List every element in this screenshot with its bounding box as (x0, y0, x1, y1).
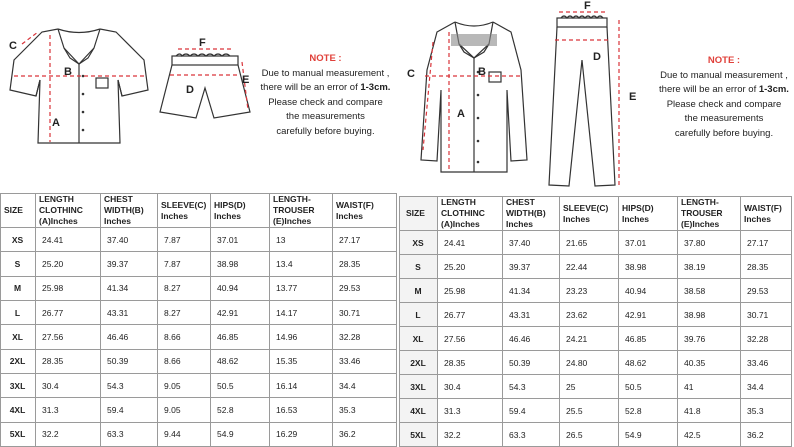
cell-trouser: 41.8 (678, 399, 741, 423)
header-sleeve: SLEEVE(C) Inches (158, 194, 211, 228)
header-hips: HIPS(D) Inches (619, 197, 678, 231)
header-trouser: LENGTH-TROUSER (E)Inches (270, 194, 333, 228)
cell-size: 3XL (1, 373, 36, 397)
note-line-2: there will be an error of 1-3cm. (260, 82, 391, 93)
long-sleeve-shirt-drawing (421, 22, 527, 172)
cell-trouser: 16.29 (270, 422, 333, 446)
cell-waist: 30.71 (333, 300, 397, 324)
short-sleeve-shirt-drawing (10, 29, 148, 143)
cell-hips: 48.62 (619, 351, 678, 375)
cell-sleeve: 26.5 (560, 423, 619, 447)
label-c: C (407, 68, 415, 80)
long-shirt-buttons (477, 71, 480, 164)
cell-waist: 34.4 (741, 375, 792, 399)
table-row (400, 255, 792, 279)
label-f: F (584, 0, 591, 12)
cell-sleeve: 8.27 (158, 276, 211, 300)
cell-size: 4XL (400, 399, 438, 423)
cell-length: 25.20 (438, 255, 503, 279)
cell-waist: 28.35 (333, 252, 397, 276)
header-size: SIZE (1, 194, 36, 228)
cell-waist: 33.46 (741, 351, 792, 375)
header-chest: CHEST WIDTH(B) Inches (503, 197, 560, 231)
header-sleeve: SLEEVE(C) Inches (560, 197, 619, 231)
cell-hips: 42.91 (211, 300, 270, 324)
cell-size: 5XL (1, 422, 36, 446)
label-c: C (9, 40, 17, 52)
long-sleeve-size-table (399, 196, 792, 447)
cell-waist: 29.53 (333, 276, 397, 300)
table-row (400, 327, 792, 351)
table-header-row (1, 194, 397, 228)
size-rows (400, 231, 792, 447)
label-a: A (457, 108, 465, 120)
cell-sleeve: 9.05 (158, 398, 211, 422)
label-f: F (199, 37, 206, 49)
cell-length: 30.4 (438, 375, 503, 399)
cell-hips: 46.85 (211, 325, 270, 349)
header-length: LENGTH CLOTHINC (A)Inches (36, 194, 101, 228)
table-row (1, 276, 397, 300)
cell-length: 24.41 (438, 231, 503, 255)
cell-size: 4XL (1, 398, 36, 422)
cell-length: 32.2 (438, 423, 503, 447)
table-row (1, 300, 397, 324)
note-title: NOTE : (309, 53, 342, 64)
cell-trouser: 13 (270, 228, 333, 252)
cell-waist: 35.3 (741, 399, 792, 423)
shorts-drawing (160, 54, 250, 118)
label-a: A (52, 117, 60, 129)
cell-hips: 40.94 (211, 276, 270, 300)
cell-waist: 36.2 (333, 422, 397, 446)
cell-chest: 59.4 (101, 398, 158, 422)
table-row (1, 325, 397, 349)
label-e: E (242, 74, 250, 86)
trousers-measure-lines (555, 12, 619, 186)
cell-chest: 63.3 (101, 422, 158, 446)
cell-trouser: 15.35 (270, 349, 333, 373)
cell-chest: 43.31 (101, 300, 158, 324)
cell-trouser: 13.77 (270, 276, 333, 300)
cell-waist: 33.46 (333, 349, 397, 373)
note-line-5: carefully before buying. (674, 127, 774, 139)
cell-sleeve: 24.80 (560, 351, 619, 375)
cell-length: 28.35 (438, 351, 503, 375)
header-size: SIZE (400, 197, 438, 231)
table-header-row (400, 197, 792, 231)
table-row (1, 422, 397, 446)
cell-length: 24.41 (36, 228, 101, 252)
table-row (400, 231, 792, 255)
cell-sleeve: 7.87 (158, 228, 211, 252)
cell-chest: 43.31 (503, 303, 560, 327)
cell-trouser: 14.96 (270, 325, 333, 349)
cell-trouser: 13.4 (270, 252, 333, 276)
note-line-3: Please check and compare (268, 96, 383, 108)
label-b: B (478, 66, 486, 78)
cell-size: S (400, 255, 438, 279)
cell-waist: 27.17 (333, 228, 397, 252)
cell-sleeve: 23.62 (560, 303, 619, 327)
cell-sleeve: 8.27 (158, 300, 211, 324)
table-row (400, 351, 792, 375)
table-row (400, 375, 792, 399)
cell-length: 31.3 (36, 398, 101, 422)
cell-chest: 41.34 (503, 279, 560, 303)
cell-chest: 46.46 (101, 325, 158, 349)
header-chest: CHEST WIDTH(B) Inches (101, 194, 158, 228)
cell-chest: 37.40 (503, 231, 560, 255)
cell-size: 3XL (400, 375, 438, 399)
cell-chest: 54.3 (101, 373, 158, 397)
header-trouser: LENGTH-TROUSER (E)Inches (678, 197, 741, 231)
cell-chest: 39.37 (101, 252, 158, 276)
cell-length: 26.77 (36, 300, 101, 324)
label-e: E (629, 91, 637, 103)
cell-length: 26.77 (438, 303, 503, 327)
cell-length: 25.20 (36, 252, 101, 276)
cell-sleeve: 7.87 (158, 252, 211, 276)
note-line-2: there will be an error of 1-3cm. (659, 84, 789, 95)
cell-hips: 54.9 (211, 422, 270, 446)
note-line-3: Please check and compare (666, 98, 782, 110)
table-row (400, 279, 792, 303)
label-d: D (593, 51, 601, 63)
cell-chest: 50.39 (101, 349, 158, 373)
cell-hips: 37.01 (211, 228, 270, 252)
table-row (1, 252, 397, 276)
cell-trouser: 38.19 (678, 255, 741, 279)
cell-sleeve: 22.44 (560, 255, 619, 279)
cell-hips: 42.91 (619, 303, 678, 327)
cell-trouser: 16.14 (270, 373, 333, 397)
table-row (400, 423, 792, 447)
note-title: NOTE : (707, 55, 741, 66)
header-length: LENGTH CLOTHINC (A)Inches (438, 197, 503, 231)
cell-trouser: 37.80 (678, 231, 741, 255)
cell-hips: 50.5 (211, 373, 270, 397)
cell-length: 31.3 (438, 399, 503, 423)
cell-sleeve: 24.21 (560, 327, 619, 351)
table-row (1, 228, 397, 252)
cell-hips: 46.85 (619, 327, 678, 351)
shirt-buttons (82, 75, 85, 132)
measurement-note (655, 54, 793, 141)
cell-length: 25.98 (438, 279, 503, 303)
cell-hips: 38.98 (211, 252, 270, 276)
cell-chest: 54.3 (503, 375, 560, 399)
cell-hips: 38.98 (619, 255, 678, 279)
cell-sleeve: 8.66 (158, 325, 211, 349)
cell-length: 25.98 (36, 276, 101, 300)
cell-hips: 48.62 (211, 349, 270, 373)
cell-chest: 63.3 (503, 423, 560, 447)
cell-size: XL (400, 327, 438, 351)
cell-length: 27.56 (36, 325, 101, 349)
cell-sleeve: 23.23 (560, 279, 619, 303)
table-row (1, 373, 397, 397)
cell-trouser: 38.58 (678, 279, 741, 303)
cell-waist: 32.28 (333, 325, 397, 349)
cell-size: M (1, 276, 36, 300)
label-d: D (186, 84, 194, 96)
cell-chest: 46.46 (503, 327, 560, 351)
cell-hips: 52.8 (211, 398, 270, 422)
cell-chest: 37.40 (101, 228, 158, 252)
cell-sleeve: 8.66 (158, 349, 211, 373)
note-line-1: Due to manual measurement , (261, 67, 390, 79)
cell-sleeve: 25.5 (560, 399, 619, 423)
measurement-note (258, 52, 393, 139)
cell-waist: 30.71 (741, 303, 792, 327)
label-b: B (64, 66, 72, 78)
trousers-drawing (549, 16, 615, 186)
table-row (1, 349, 397, 373)
cell-trouser: 41 (678, 375, 741, 399)
cell-waist: 27.17 (741, 231, 792, 255)
cell-waist: 36.2 (741, 423, 792, 447)
cell-size: L (1, 300, 36, 324)
short-sleeve-size-table (0, 193, 397, 447)
long-sleeve-size-panel (397, 0, 794, 447)
cell-sleeve: 9.44 (158, 422, 211, 446)
note-line-4: the measurements (286, 111, 365, 122)
cell-trouser: 14.17 (270, 300, 333, 324)
cell-length: 27.56 (438, 327, 503, 351)
table-row (400, 303, 792, 327)
cell-waist: 34.4 (333, 373, 397, 397)
cell-trouser: 42.5 (678, 423, 741, 447)
cell-size: XL (1, 325, 36, 349)
note-line-5: carefully before buying. (276, 125, 375, 137)
cell-length: 32.2 (36, 422, 101, 446)
cell-hips: 37.01 (619, 231, 678, 255)
header-waist: WAIST(F) Inches (333, 194, 397, 228)
cell-size: S (1, 252, 36, 276)
cell-length: 30.4 (36, 373, 101, 397)
cell-size: XS (1, 228, 36, 252)
cell-size: XS (400, 231, 438, 255)
cell-size: 2XL (1, 349, 36, 373)
header-hips: HIPS(D) Inches (211, 194, 270, 228)
cell-trouser: 38.98 (678, 303, 741, 327)
size-rows (1, 228, 397, 447)
cell-waist: 35.3 (333, 398, 397, 422)
cell-size: 2XL (400, 351, 438, 375)
cell-trouser: 39.76 (678, 327, 741, 351)
cell-hips: 40.94 (619, 279, 678, 303)
cell-trouser: 16.53 (270, 398, 333, 422)
cell-waist: 32.28 (741, 327, 792, 351)
cell-hips: 54.9 (619, 423, 678, 447)
note-line-1: Due to manual measurement , (660, 69, 788, 81)
cell-sleeve: 25 (560, 375, 619, 399)
table-row (400, 399, 792, 423)
cell-trouser: 40.35 (678, 351, 741, 375)
cell-hips: 52.8 (619, 399, 678, 423)
cell-length: 28.35 (36, 349, 101, 373)
cell-sleeve: 21.65 (560, 231, 619, 255)
cell-waist: 28.35 (741, 255, 792, 279)
cell-size: M (400, 279, 438, 303)
cell-size: L (400, 303, 438, 327)
cell-hips: 50.5 (619, 375, 678, 399)
note-line-4: the measurements (684, 113, 764, 124)
cell-chest: 50.39 (503, 351, 560, 375)
cell-chest: 59.4 (503, 399, 560, 423)
cell-size: 5XL (400, 423, 438, 447)
cell-chest: 41.34 (101, 276, 158, 300)
cell-chest: 39.37 (503, 255, 560, 279)
cell-waist: 29.53 (741, 279, 792, 303)
header-waist: WAIST(F) Inches (741, 197, 792, 231)
cell-sleeve: 9.05 (158, 373, 211, 397)
table-row (1, 398, 397, 422)
